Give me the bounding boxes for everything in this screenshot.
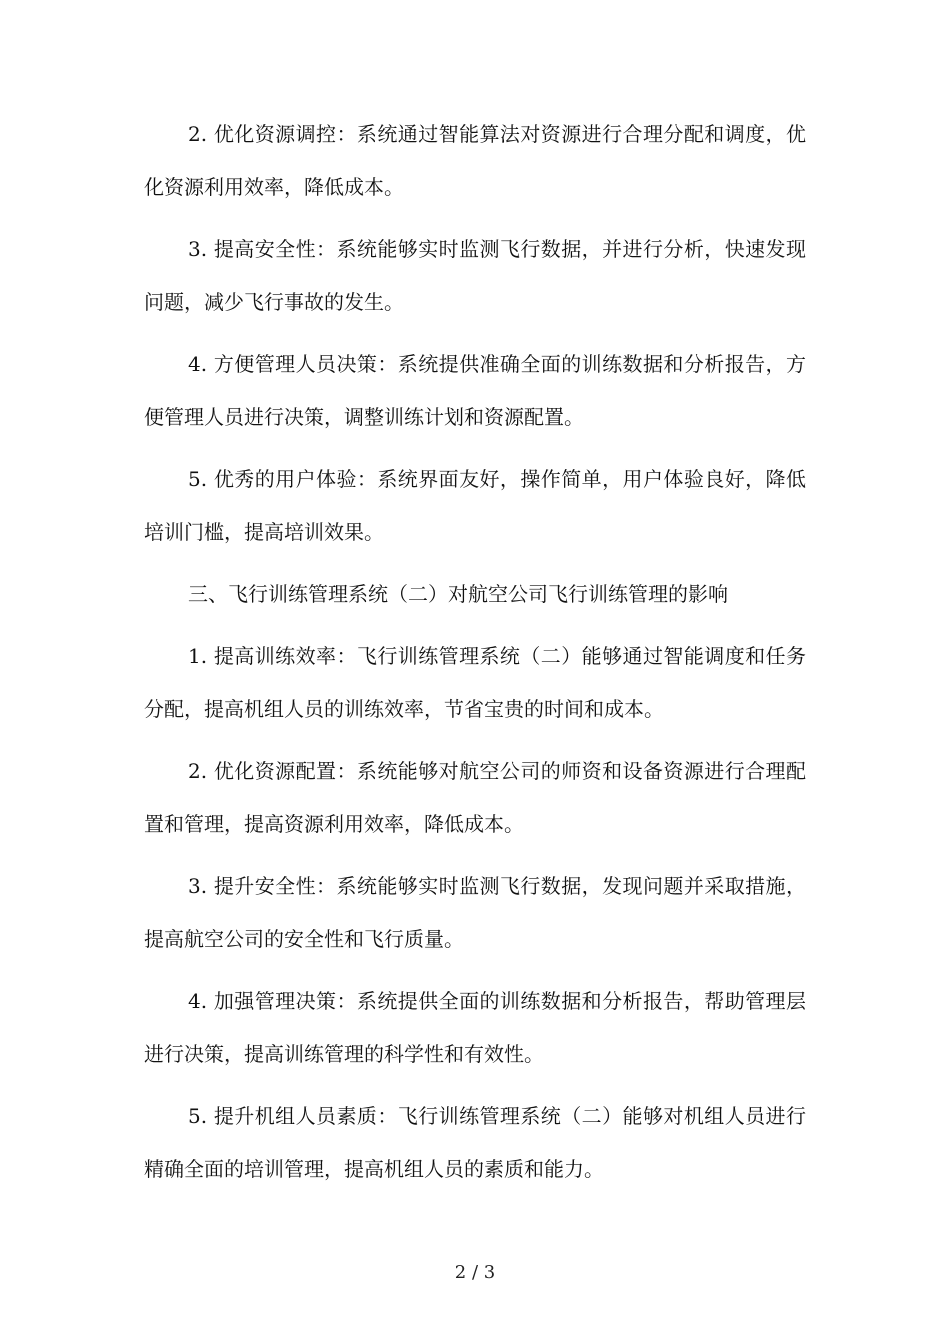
paragraph: 3. 提高安全性：系统能够实时监测飞行数据，并进行分析，快速发现问题，减少飞行事故的发生。 bbox=[144, 237, 806, 314]
paragraph: 1. 提高训练效率：飞行训练管理系统（二）能够通过智能调度和任务分配，提高机组人员的训练效率，节省宝贵的时间和成本。 bbox=[144, 644, 806, 721]
paragraph: 4. 方便管理人员决策：系统提供准确全面的训练数据和分析报告，方便管理人员进行决策，调整训练计划和资源配置。 bbox=[144, 352, 806, 429]
section-heading: 三、飞行训练管理系统（二）对航空公司飞行训练管理的影响 bbox=[188, 582, 728, 606]
document-body bbox=[144, 108, 806, 1205]
paragraph: 3. 提升安全性：系统能够实时监测飞行数据，发现问题并采取措施，提高航空公司的安全性和飞行质量。 bbox=[144, 874, 806, 951]
page-number: 2 / 3 bbox=[454, 1262, 496, 1283]
paragraph: 2. 优化资源调控：系统通过智能算法对资源进行合理分配和调度，优化资源利用效率，降低成本。 bbox=[144, 122, 806, 199]
paragraph: 5. 提升机组人员素质：飞行训练管理系统（二）能够对机组人员进行精确全面的培训管理，提高机组人员的素质和能力。 bbox=[144, 1104, 806, 1181]
paragraph: 2. 优化资源配置：系统能够对航空公司的师资和设备资源进行合理配置和管理，提高资源利用效率，降低成本。 bbox=[144, 759, 806, 836]
paragraph: 5. 优秀的用户体验：系统界面友好，操作简单，用户体验良好，降低培训门槛，提高培训效果。 bbox=[144, 467, 806, 544]
paragraph: 4. 加强管理决策：系统提供全面的训练数据和分析报告，帮助管理层进行决策，提高训练管理的科学性和有效性。 bbox=[144, 989, 806, 1066]
